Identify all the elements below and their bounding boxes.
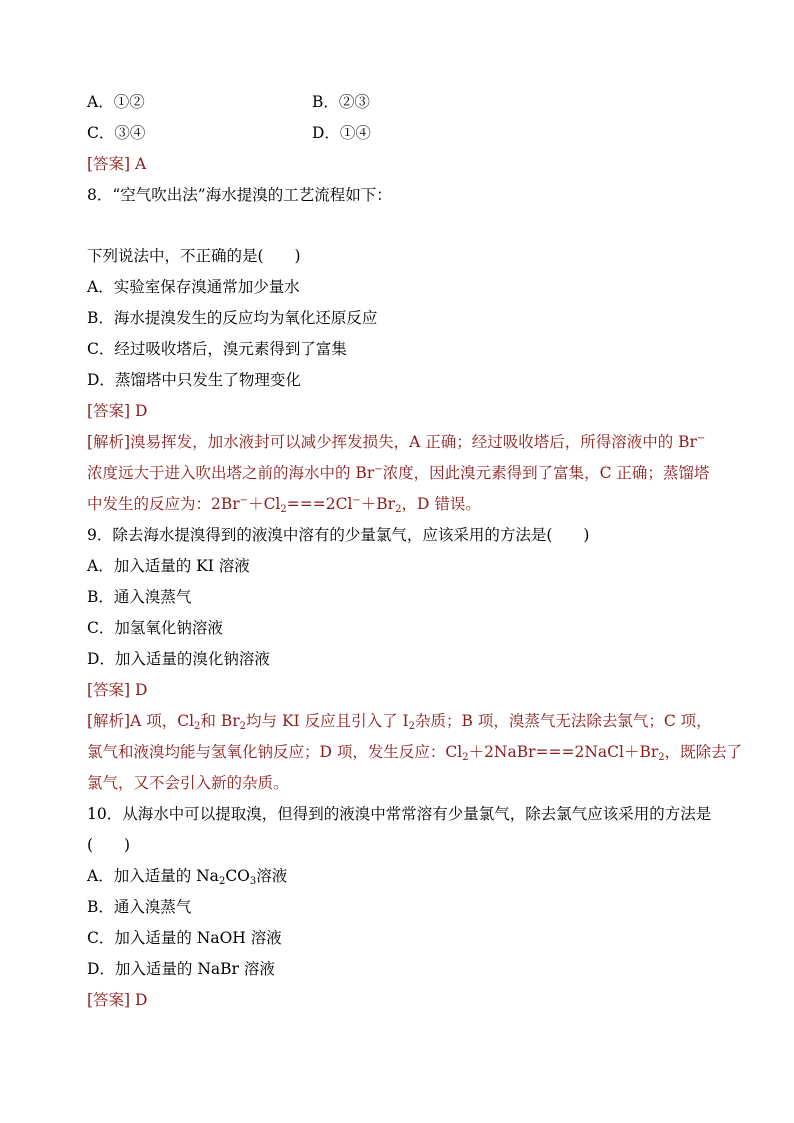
q9-explanation-line-2: [87, 741, 742, 763]
q9-explanation-text: 均与 KI 反应且引入了 I: [246, 712, 409, 730]
q7-option-d: D．①④: [312, 124, 371, 142]
q8-explanation-line-2: [87, 462, 709, 484]
q10-answer: [答案] D: [87, 991, 148, 1009]
q9-stem: 9．除去海水提溴得到的液溴中溶有的少量氯气，应该采用的方法是( ): [87, 526, 590, 544]
superscript: −: [352, 495, 361, 506]
q8-option-c: C．经过吸收塔后，溴元素得到了富集: [87, 340, 347, 358]
q9-explanation-line-1: [87, 710, 712, 732]
q9-explanation-text: 杂质；B 项，溴蒸气无法除去氯气；C 项，: [415, 712, 712, 730]
q10-option-a: [87, 865, 287, 887]
q8-option-a: A．实验室保存溴通常加少量水: [87, 278, 300, 296]
q7-options-row-2: [87, 122, 371, 144]
q8-explanation-text: 浓度，因此溴元素得到了富集，C 正确；蒸馏塔: [382, 464, 710, 482]
q9-explanation-text: [解析]A 项，Cl: [87, 712, 195, 730]
q10-stem-line-2: ( ): [87, 836, 131, 854]
q8-explanation-text: [解析]溴易挥发，加水液封可以减少挥发损失，A 正确；经过吸收塔后，所得溶液中的 Br: [87, 433, 697, 451]
q7-answer: [答案] A: [87, 155, 147, 173]
q10-stem-line-1: 10．从海水中可以提取溴，但得到的液溴中常常溶有少量氯气，除去氯气应该采用的方法是: [87, 805, 712, 823]
equation-text: ＋Br: [360, 495, 396, 513]
equation-text: 中发生的反应为：2Br: [87, 495, 240, 513]
q9-explanation-text: 和 Br: [200, 712, 240, 730]
q8-option-b: B．海水提溴发生的反应均为氧化还原反应: [87, 309, 378, 327]
q9-option-d: D．加入适量的溴化钠溶液: [87, 650, 270, 668]
q8-stem: 8．“空气吹出法”海水提溴的工艺流程如下：: [87, 186, 392, 204]
q8-option-d: D．蒸馏塔中只发生了物理变化: [87, 371, 301, 389]
subscript: 2: [194, 721, 201, 732]
equation-text: ＋2NaBr===2NaCl＋Br: [468, 743, 659, 761]
q9-option-a: A．加入适量的 KI 溶液: [87, 557, 250, 575]
superscript: −: [239, 495, 249, 506]
subscript: 2: [408, 721, 416, 732]
q9-option-c: C．加氢氧化钠溶液: [87, 619, 223, 637]
q8-explanation-line-1: [87, 431, 705, 453]
subscript: 2: [395, 504, 402, 515]
equation-text: ＋Cl: [248, 495, 281, 513]
q9-explanation-text: ，既除去了: [664, 743, 743, 761]
q8-explanation-text: 浓度远大于进入吹出塔之前的海水中的 Br: [87, 464, 375, 482]
subscript: 3: [249, 876, 257, 887]
subscript: 2: [658, 752, 665, 763]
q10-option-b: B．通入溴蒸气: [87, 898, 192, 916]
q8-explanation-text: ，D 错误。: [401, 495, 481, 513]
q7-options-row-1: [87, 91, 370, 113]
q8-prompt: 下列说法中，不正确的是( ): [87, 247, 301, 265]
q9-explanation-line-3: 氯气，又不会引入新的杂质。: [87, 774, 289, 792]
q9-option-b: B．通入溴蒸气: [87, 588, 192, 606]
subscript: 2: [239, 721, 247, 732]
q7-option-a: A．①②: [87, 93, 145, 111]
equation-text: ===2Cl: [286, 495, 353, 513]
subscript: 2: [462, 752, 469, 763]
superscript: −: [374, 464, 383, 475]
q10-option-a-text: 溶液: [256, 867, 288, 885]
q9-answer: [答案] D: [87, 681, 148, 699]
subscript: 2: [280, 504, 287, 515]
q8-explanation-line-3: [87, 493, 481, 515]
q10-option-a-text: CO: [225, 867, 250, 885]
q7-option-c: C．③④: [87, 124, 146, 142]
q10-option-a-text: A．加入适量的 Na: [87, 867, 219, 885]
q10-option-d: D．加入适量的 NaBr 溶液: [87, 960, 275, 978]
q7-option-b: B．②③: [312, 93, 370, 111]
superscript: −: [696, 433, 706, 444]
q10-option-c: C．加入适量的 NaOH 溶液: [87, 929, 282, 947]
q8-answer: [答案] D: [87, 402, 148, 420]
subscript: 2: [218, 876, 226, 887]
q9-explanation-text: 氯气和液溴均能与氢氧化钠反应；D 项，发生反应：Cl: [87, 743, 463, 761]
